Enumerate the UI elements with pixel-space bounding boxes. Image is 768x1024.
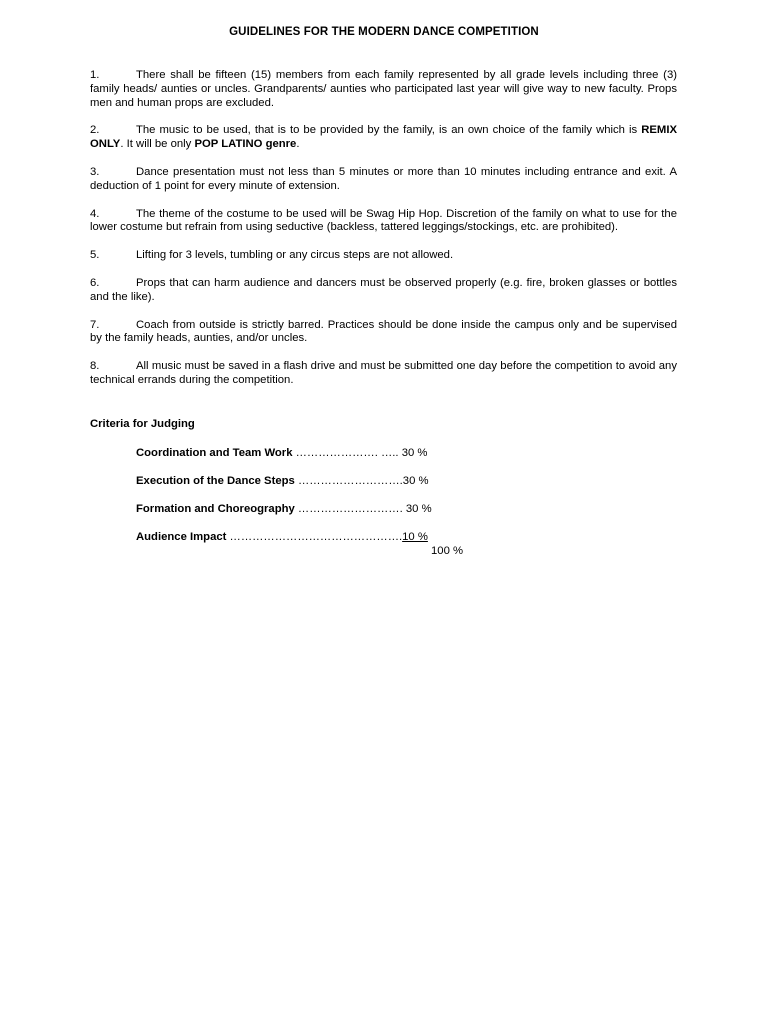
guideline-item xyxy=(90,208,677,236)
criteria-leader: ………………………………………. xyxy=(226,531,403,543)
guideline-item xyxy=(90,69,677,110)
item-text: Coach from outside is strictly barred. Practices should be done inside the campus only and be supervised by the family heads, aunties, and/or uncles. xyxy=(90,318,677,345)
item-emphasis: POP LATINO genre xyxy=(194,138,297,151)
item-text: There shall be fifteen (15) members from each family represented by all grade levels including three (3) family heads/ aunties or uncles. Grandparents/ aunties who participated last year will give way to new faculty. Props men and human props are excluded. xyxy=(90,69,677,109)
item-text: The music to be used, that is to be provided by the family, is an own choice of the family which is xyxy=(136,124,642,137)
item-text: All music must be saved in a flash drive and must be submitted one day before the competition to avoid any technical errands during the competition. xyxy=(90,360,677,386)
guideline-item xyxy=(90,166,677,194)
item-text: Dance presentation must not less than 5 minutes or more than 10 minutes including entrance and exit. A deduction of 1 point for every minute of extension. xyxy=(90,165,677,192)
criteria-row xyxy=(136,447,427,459)
criteria-name: Coordination and Team Work xyxy=(136,447,293,459)
criteria-row xyxy=(136,531,428,543)
item-number: 2. xyxy=(90,124,100,137)
document-title: GUIDELINES FOR THE MODERN DANCE COMPETITION xyxy=(229,26,539,38)
item-text: Lifting for 3 levels, tumbling or any circus steps are not allowed. xyxy=(136,249,454,262)
criteria-name: Execution of the Dance Steps xyxy=(136,475,295,487)
item-number: 5. xyxy=(90,249,100,262)
criteria-heading: Criteria for Judging xyxy=(90,418,195,430)
guideline-item xyxy=(90,319,677,347)
item-number: 1. xyxy=(90,69,100,81)
item-text: . xyxy=(296,138,300,151)
item-number: 3. xyxy=(90,165,100,178)
criteria-leader: ………………………. xyxy=(294,503,406,515)
item-text: Props that can harm audience and dancers must be observed properly (e.g. fire, broken glasses or bottles and the like). xyxy=(90,276,677,303)
criteria-name: Formation and Choreography xyxy=(136,503,295,515)
criteria-row xyxy=(136,475,429,487)
guideline-item xyxy=(90,249,677,263)
item-text: . It will be only xyxy=(120,138,195,151)
criteria-percent: 30 % xyxy=(405,503,432,515)
criteria-name: Audience Impact xyxy=(136,531,227,543)
item-number: 8. xyxy=(90,360,100,373)
criteria-total: 100 % xyxy=(431,545,464,557)
criteria-percent: 10 % xyxy=(402,531,428,543)
guideline-item xyxy=(90,277,677,305)
item-number: 4. xyxy=(90,207,100,220)
guideline-item xyxy=(90,360,677,388)
guideline-item xyxy=(90,124,677,152)
item-number: 6. xyxy=(90,276,100,289)
item-text: The theme of the costume to be used will be Swag Hip Hop. Discretion of the family on what to use for the lower costume but refrain from using seductive (backless, tattered leggings/stockings, etc. are prohibited). xyxy=(90,207,677,234)
criteria-percent: 30 % xyxy=(401,447,428,459)
criteria-leader: …………………. ….. xyxy=(292,447,402,459)
item-number: 7. xyxy=(90,318,100,331)
criteria-row xyxy=(136,503,432,515)
criteria-leader: ………………………. xyxy=(294,475,403,487)
criteria-percent: 30 % xyxy=(402,475,429,487)
item-emphasis: REMIX ONLY xyxy=(90,124,677,151)
guidelines-list xyxy=(90,69,677,402)
